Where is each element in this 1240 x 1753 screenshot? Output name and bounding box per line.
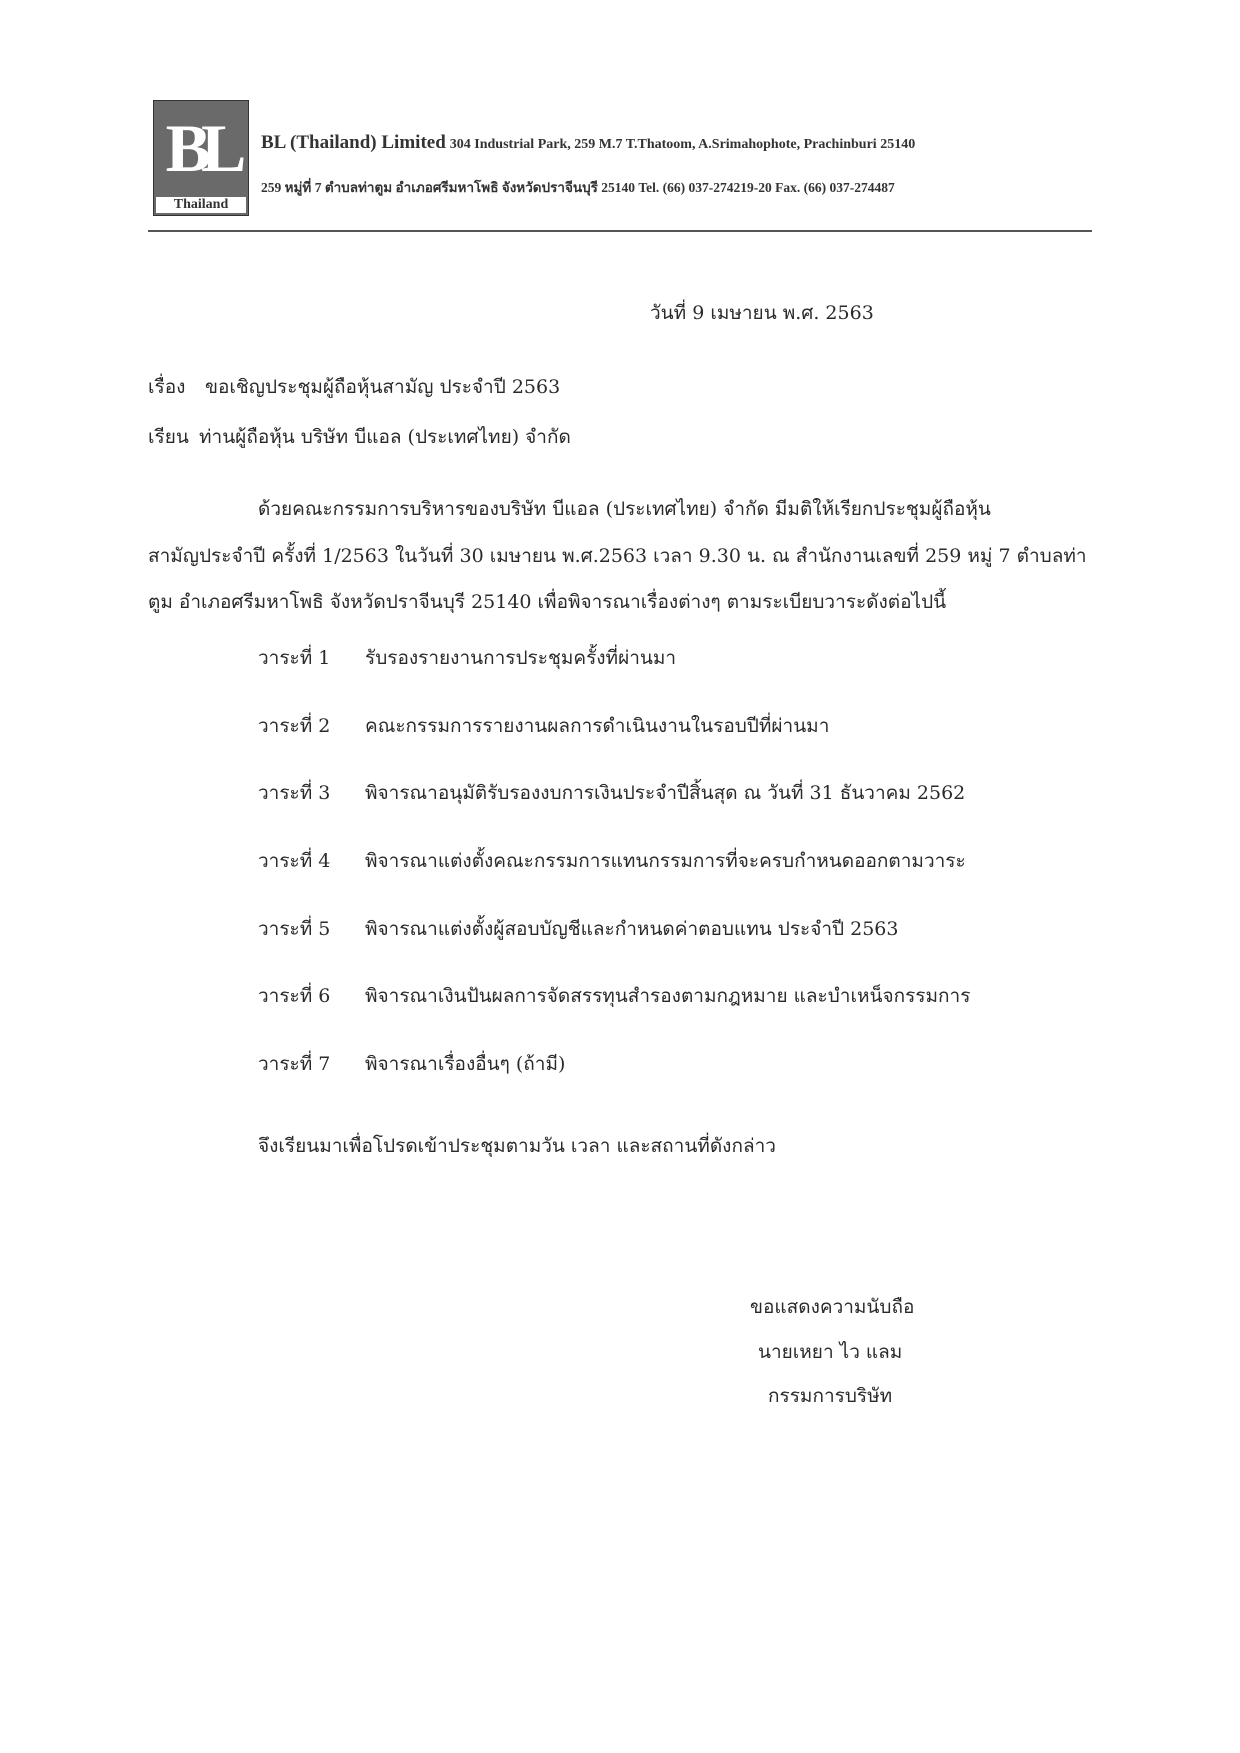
agenda-label-3: วาระที่ 3: [258, 782, 331, 804]
letter-date: วันที่ 9 เมษายน พ.ศ. 2563: [650, 302, 874, 324]
agenda-text-4: พิจารณาแต่งตั้งคณะกรรมการแทนกรรมการที่จะครบกำหนดออกตามวาระ: [365, 850, 966, 872]
subject-label: เรื่อง: [148, 376, 186, 398]
address-th: 259 หมู่ที่ 7 ตำบลท่าตูม อำเภอศรีมหาโพธิ จังหวัดปราจีนบุรี 25140: [261, 180, 636, 195]
agenda-text-1: รับรองรายงานการประชุมครั้งที่ผ่านมา: [365, 647, 677, 669]
signer-title: กรรมการบริษัท: [768, 1385, 893, 1407]
agenda-label-6: วาระที่ 6: [258, 985, 331, 1007]
company-logo: [153, 100, 249, 216]
body-line-1: ด้วยคณะกรรมการบริหารของบริษัท บีแอล (ประเทศไทย) จำกัด มีมติให้เรียกประชุมผู้ถือหุ้น: [258, 498, 991, 520]
agenda-text-2: คณะกรรมการรายงานผลการดำเนินงานในรอบปีที่ผ่านมา: [365, 715, 830, 737]
agenda-text-5: พิจารณาแต่งตั้งผู้สอบบัญชีและกำหนดค่าตอบแทน ประจำปี 2563: [365, 918, 899, 940]
agenda-text-6: พิจารณาเงินปันผลการจัดสรรทุนสำรองตามกฎหมาย และบำเหน็จกรรมการ: [365, 985, 971, 1007]
logo-tag: Thailand: [156, 197, 246, 213]
letterhead-line-2: [261, 176, 895, 198]
signer-name: นายเหยา ไว แลม: [758, 1341, 903, 1363]
signoff: ขอแสดงความนับถือ: [750, 1296, 915, 1318]
body-line-3: ตูม อำเภอศรีมหาโพธิ จังหวัดปราจีนบุรี 25140 เพื่อพิจารณาเรื่องต่างๆ ตามระเบียบวาระดังต่อไปนี้: [148, 591, 947, 613]
recipient-label: เรียน: [148, 426, 189, 448]
agenda-text-3: พิจารณาอนุมัติรับรองงบการเงินประจำปีสิ้นสุด ณ วันที่ 31 ธันวาคม 2562: [365, 782, 966, 804]
agenda-label-7: วาระที่ 7: [258, 1053, 331, 1075]
subject-text: ขอเชิญประชุมผู้ถือหุ้นสามัญ ประจำปี 2563: [205, 376, 561, 398]
header-divider: [148, 230, 1092, 232]
company-name: BL (Thailand) Limited: [261, 132, 446, 153]
agenda-label-4: วาระที่ 4: [258, 850, 331, 872]
agenda-label-2: วาระที่ 2: [258, 715, 331, 737]
agenda-text-7: พิจารณาเรื่องอื่นๆ (ถ้ามี): [365, 1053, 566, 1075]
contact-info: Tel. (66) 037-274219-20 Fax. (66) 037-274487: [638, 180, 895, 195]
agenda-label-5: วาระที่ 5: [258, 918, 331, 940]
logo-letters: BL: [165, 110, 237, 186]
agenda-label-1: วาระที่ 1: [258, 647, 331, 669]
recipient-text: ท่านผู้ถือหุ้น บริษัท บีแอล (ประเทศไทย) จำกัด: [199, 426, 571, 448]
closing-text: จึงเรียนมาเพื่อโปรดเข้าประชุมตามวัน เวลา และสถานที่ดังกล่าว: [258, 1135, 776, 1157]
body-line-2: สามัญประจำปี ครั้งที่ 1/2563 ในวันที่ 30 เมษายน พ.ศ.2563 เวลา 9.30 น. ณ สำนักงานเลขที่ 259 หมู่ 7 ตำบลท่า: [148, 545, 1087, 567]
letterhead-line-1: [261, 132, 915, 154]
address-en: 304 Industrial Park, 259 M.7 T.Thatoom, A.Srimahophote, Prachinburi 25140: [449, 137, 916, 152]
